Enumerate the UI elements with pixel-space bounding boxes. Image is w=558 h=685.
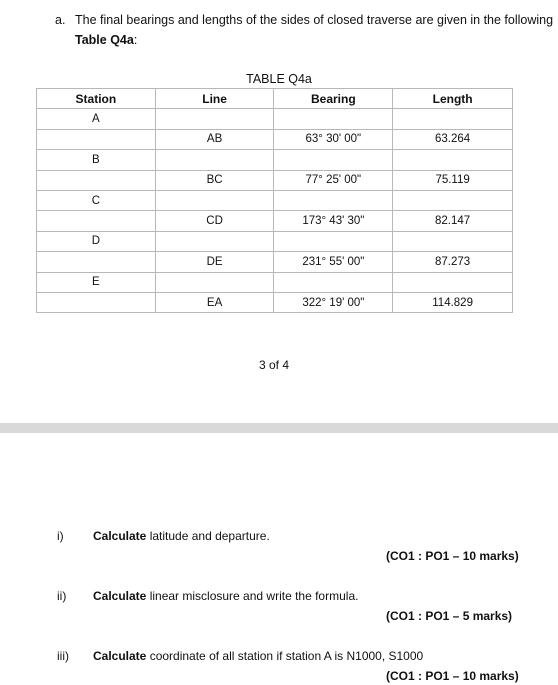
cell-length: 63.264 [393,129,513,149]
question-text [93,649,423,663]
cell-line: DE [155,252,274,272]
intro-text: The final bearings and lengths of the sides of closed traverse are given in the following [75,13,554,27]
cell-station [37,211,156,231]
cell-station [37,252,156,272]
cell-bearing [274,231,393,251]
cell-bearing [274,109,393,129]
cell-length [393,272,513,292]
question-body: linear misclosure and write the formula. [146,589,359,603]
table-row [37,170,513,190]
question-verb: Calculate [93,589,147,603]
cell-station [37,292,156,312]
cell-length: 75.119 [393,170,513,190]
cell-bearing: 77° 25' 00" [274,170,393,190]
traverse-table [36,88,513,313]
header-bearing: Bearing [274,89,393,109]
question-verb: Calculate [93,649,147,663]
cell-bearing: 322° 19' 00" [274,292,393,312]
cell-station: E [37,272,156,292]
cell-length [393,109,513,129]
cell-line: BC [155,170,274,190]
question-marks: (CO1 : PO1 – 5 marks) [386,609,513,623]
header-length: Length [393,89,513,109]
cell-station: B [37,150,156,170]
table-reference: Table Q4a [75,33,134,47]
question-marks: (CO1 : PO1 – 10 marks) [386,549,519,563]
question-body: coordinate of all station if station A is N1000, S1000 [146,649,424,663]
cell-length [393,190,513,210]
table-caption: TABLE Q4a [246,72,312,86]
question-number: iii) [57,649,69,663]
table-row [37,231,513,251]
cell-bearing [274,190,393,210]
cell-bearing: 63° 30' 00" [274,129,393,149]
cell-station [37,170,156,190]
intro-label: a. [55,13,66,27]
question-body: latitude and departure. [146,529,270,543]
question-marks: (CO1 : PO1 – 10 marks) [386,669,519,683]
cell-line [155,231,274,251]
header-line: Line [155,89,274,109]
table-row [37,272,513,292]
table-row [37,211,513,231]
cell-station: C [37,190,156,210]
cell-line [155,272,274,292]
table-row [37,190,513,210]
header-station: Station [37,89,156,109]
intro-line-1 [55,10,553,30]
intro-line-2 [55,30,553,50]
table-row [37,129,513,149]
cell-line [155,150,274,170]
table-row [37,109,513,129]
cell-length: 87.273 [393,252,513,272]
cell-bearing [274,150,393,170]
cell-station [37,129,156,149]
cell-length: 114.829 [393,292,513,312]
cell-line: CD [155,211,274,231]
cell-bearing: 231° 55' 00" [274,252,393,272]
question-text [93,589,358,603]
cell-station: A [37,109,156,129]
cell-line [155,109,274,129]
question-intro [55,10,553,50]
table-row [37,252,513,272]
question-text [93,529,270,543]
cell-length: 82.147 [393,211,513,231]
page-number: 3 of 4 [258,358,290,372]
cell-bearing [274,272,393,292]
question-number: ii) [57,589,67,603]
cell-bearing: 173° 43' 30" [274,211,393,231]
cell-line [155,190,274,210]
question-verb: Calculate [93,529,147,543]
cell-line: EA [155,292,274,312]
cell-station: D [37,231,156,251]
table-row [37,150,513,170]
cell-length [393,231,513,251]
cell-line: AB [155,129,274,149]
table-header-row [37,89,513,109]
intro-suffix: : [133,33,138,47]
page-separator [0,423,558,433]
table-row [37,292,513,312]
question-number: i) [57,529,64,543]
cell-length [393,150,513,170]
